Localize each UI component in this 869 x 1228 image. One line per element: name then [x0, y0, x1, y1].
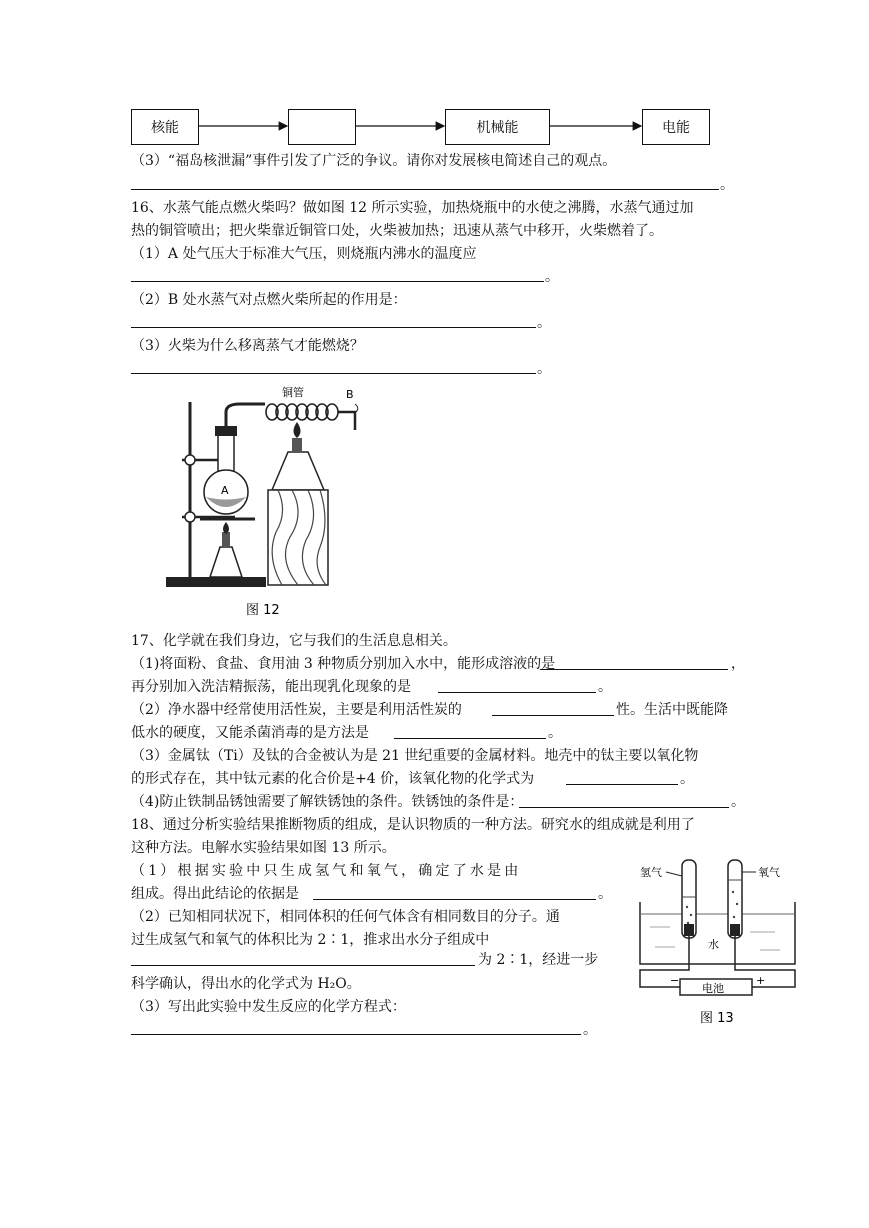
q16-intro-2: 热的铜管喷出；把火柴靠近铜管口处，火柴被加热；迅速从蒸气中移开，火柴燃着了。 — [131, 223, 663, 239]
q16-intro-1: 16、水蒸气能点燃火柴吗？做如图 12 所示实验，加热烧瓶中的水使之沸腾，水蒸气通过加 — [131, 200, 694, 216]
figure-13-label-minus: − — [670, 974, 680, 987]
figure-12-label-b: B — [346, 388, 354, 401]
q17-answer-line-1a[interactable] — [540, 669, 728, 670]
q18-part3-end: 。 — [583, 1022, 597, 1038]
q18-part2a: （2）已知相同状况下，相同体积的任何气体含有相同数目的分子。通 — [131, 909, 560, 925]
q17-part1b: 再分别加入洗洁精振荡，能出现乳化现象的是 — [131, 679, 411, 695]
q17-answer-line-2b[interactable] — [394, 738, 546, 739]
q17-part2a: （2）净水器中经常使用活性炭，主要是利用活性炭的 — [131, 702, 462, 718]
figure-13-label-water: 水 — [708, 938, 719, 951]
q18-part2c-end: 为 2∶1，经进一步 — [478, 952, 599, 968]
figure-12-apparatus — [160, 382, 390, 622]
q17-part4: （4)防止铁制品锈蚀需要了解铁锈蚀的条件。铁锈蚀的条件是： — [131, 794, 524, 810]
q16-part2: （2）B 处水蒸气对点燃火柴所起的作用是： — [131, 292, 407, 308]
flow-label: 电能 — [662, 120, 690, 136]
figure-12-label-a: A — [221, 484, 229, 497]
q16-answer-line-1[interactable] — [131, 281, 544, 282]
flow-label: 核能 — [151, 120, 179, 136]
figure-13-label-h2: 氢气 — [640, 866, 662, 879]
q18-answer-line-3[interactable] — [131, 1034, 581, 1035]
q17-part3a: （3）金属钛（Ti）及钛的合金被认为是 21 世纪重要的金属材料。地壳中的钛主要以氧化物 — [131, 748, 699, 764]
figure-12-caption: 图 12 — [246, 603, 280, 618]
flow-arrows — [0, 0, 869, 160]
q17-part2a-end: 性。生活中既能降 — [616, 702, 728, 718]
q15-end: 。 — [720, 177, 734, 193]
q16-answer-line-3[interactable] — [131, 373, 536, 374]
q17-part1b-end: 。 — [598, 679, 612, 695]
q16-answer-line-2[interactable] — [131, 327, 536, 328]
figure-13-label-o2: 氧气 — [758, 866, 780, 879]
q18-intro-1: 18、通过分析实验结果推断物质的组成，是认识物质的一种方法。研究水的组成就是利用了 — [131, 817, 695, 833]
q18-intro-2: 这种方法。电解水实验结果如图 13 所示。 — [131, 840, 396, 856]
q16-part1: （1）A 处气压大于标准大气压，则烧瓶内沸水的温度应 — [131, 246, 477, 262]
q16-end-2: 。 — [537, 315, 551, 331]
figure-12-label-tube: 铜管 — [282, 386, 304, 399]
q18-part1a: （1）根据实验中只生成氢气和氧气，确定了水是由 — [131, 863, 522, 879]
q18-part2b: 过生成氢气和氧气的体积比为 2∶1，推求出水分子组成中 — [131, 932, 490, 948]
q17-part3b: 的形式存在，其中钛元素的化合价是+4 价，该氧化物的化学式为 — [131, 771, 535, 787]
q17-part2b-end: 。 — [548, 725, 562, 741]
q15-answer-line[interactable] — [131, 189, 719, 190]
q17-part3b-end: 。 — [680, 771, 694, 787]
q16-end-3: 。 — [537, 361, 551, 377]
q18-part2d: 科学确认，得出水的化学式为 H₂O。 — [131, 976, 361, 992]
q17-answer-line-4[interactable] — [519, 807, 729, 808]
q17-answer-line-2a[interactable] — [492, 715, 614, 716]
figure-13-label-plus: + — [756, 974, 766, 987]
q18-part1b: 组成。得出此结论的依据是 — [131, 886, 299, 902]
q17-answer-line-1b[interactable] — [438, 692, 596, 693]
q17-part1a: （1)将面粉、食盐、食用油 3 种物质分别加入水中，能形成溶液的是 — [131, 656, 556, 672]
q17-answer-line-3[interactable] — [566, 784, 678, 785]
figure-13-caption: 图 13 — [700, 1011, 734, 1026]
q16-part3: （3）火柴为什么移离蒸气才能燃烧？ — [131, 338, 364, 354]
figure-13-label-battery: 电池 — [702, 982, 724, 995]
q18-answer-line-2[interactable] — [131, 965, 475, 966]
figure-13-electrolysis — [630, 852, 800, 1032]
q18-answer-line-1[interactable] — [313, 899, 596, 900]
q17-part1a-end: ， — [731, 656, 745, 672]
q16-end-1: 。 — [545, 269, 559, 285]
flow-label: 机械能 — [476, 120, 519, 136]
q17-intro: 17、化学就在我们身边，它与我们的生活息息相关。 — [131, 633, 457, 649]
q17-part4-end: 。 — [731, 794, 745, 810]
q17-part2b: 低水的硬度，又能杀菌消毒的是方法是 — [131, 725, 369, 741]
q15-part3: （3）“福岛核泄漏”事件引发了广泛的争议。请你对发展核电简述自己的观点。 — [131, 153, 617, 169]
q18-part1b-end: 。 — [598, 886, 612, 902]
q18-part3: （3）写出此实验中发生反应的化学方程式： — [131, 999, 406, 1015]
